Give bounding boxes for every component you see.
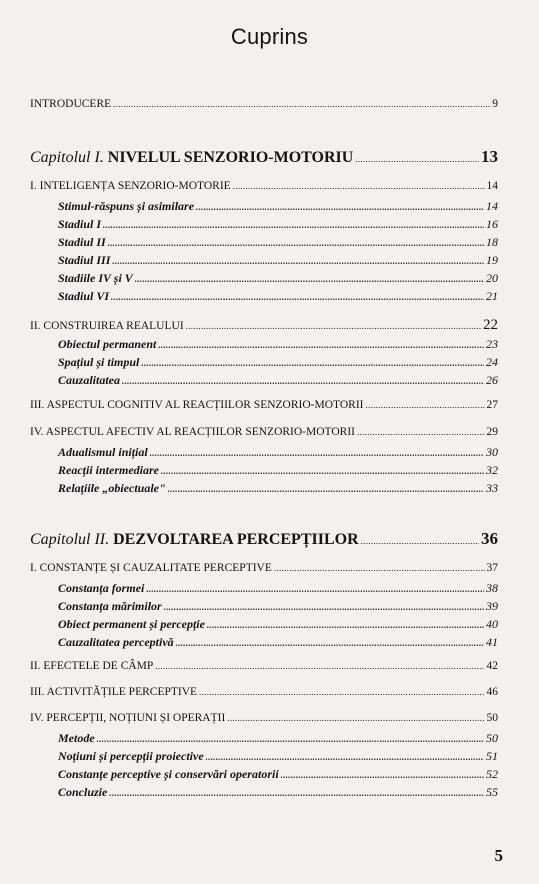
toc-section xyxy=(30,180,498,192)
dot-leader xyxy=(155,661,484,671)
toc-label: Reacții intermediare xyxy=(58,463,159,477)
toc-page: 55 xyxy=(486,785,498,799)
toc-label: Noțiuni și percepții proiective xyxy=(58,749,204,763)
dot-leader xyxy=(108,238,484,248)
chapter-title: NIVELUL SENZORIO-MOTORIU xyxy=(107,149,354,166)
chapter-prefix: Capitolul I. xyxy=(30,149,104,166)
toc-label: Stadiul II xyxy=(58,235,106,249)
toc-page: 9 xyxy=(492,98,498,110)
dot-leader xyxy=(146,584,484,594)
toc-subentry xyxy=(58,785,498,800)
dot-leader xyxy=(227,713,484,723)
toc-subentry xyxy=(58,463,498,478)
toc-label: Obiect permanent și percepție xyxy=(58,617,205,631)
toc-page: 46 xyxy=(486,686,498,698)
toc-subentry xyxy=(58,481,498,496)
dot-leader xyxy=(186,321,481,331)
dot-leader xyxy=(176,638,484,648)
dot-leader xyxy=(355,154,479,164)
dot-leader xyxy=(168,484,484,494)
toc-page: 14 xyxy=(486,199,498,213)
toc-subentry xyxy=(58,445,498,460)
toc-subentry xyxy=(58,635,498,650)
toc-page: 23 xyxy=(486,337,498,351)
toc-page: 18 xyxy=(486,235,498,249)
toc-chapter-2 xyxy=(30,529,498,549)
dot-leader xyxy=(112,256,484,266)
toc-label: Spațiul și timpul xyxy=(58,355,140,369)
toc-label: Constanța mărimilor xyxy=(58,599,162,613)
toc-page: 52 xyxy=(486,767,498,781)
page-title: Cuprins xyxy=(230,24,309,49)
toc-page: 27 xyxy=(486,399,498,411)
toc-page: 29 xyxy=(486,426,498,438)
toc-label: IV. ASPECTUL AFECTIV AL REACȚIILOR SENZORIO-MOTORII xyxy=(30,426,355,438)
dot-leader xyxy=(357,427,485,437)
toc-label: Adualismul inițial xyxy=(58,445,148,459)
chapter-title: DEZVOLTAREA PERCEPȚIILOR xyxy=(113,531,359,548)
toc-page: 20 xyxy=(486,271,498,285)
toc-label: II. EFECTELE DE CÂMP xyxy=(30,660,154,672)
dot-leader xyxy=(109,788,484,798)
toc-label: Stimul-răspuns și asimilare xyxy=(58,199,195,213)
toc-page: 33 xyxy=(486,481,498,495)
toc-subentry xyxy=(58,731,498,746)
toc-page: 32 xyxy=(486,463,498,477)
toc-page: 14 xyxy=(486,180,498,192)
toc-section xyxy=(30,562,498,574)
toc-label: I. CONSTANȚE ȘI CAUZALITATE PERCEPTIVE xyxy=(30,562,272,574)
dot-leader xyxy=(207,620,484,630)
dot-leader xyxy=(274,563,485,573)
dot-leader xyxy=(233,181,485,191)
toc-subentry xyxy=(58,767,498,782)
dot-leader xyxy=(111,292,484,302)
toc-subentry xyxy=(58,217,498,232)
toc-page: 24 xyxy=(486,355,498,369)
toc-label: II. CONSTRUIREA REALULUI xyxy=(30,320,184,332)
dot-leader xyxy=(196,202,484,212)
toc-label: Cauzalitatea perceptivă xyxy=(58,635,174,649)
toc-subentry xyxy=(58,749,498,764)
toc-page: 41 xyxy=(486,635,498,649)
toc-section xyxy=(30,660,498,672)
dot-leader xyxy=(199,687,484,697)
toc-entry-introducere xyxy=(30,98,498,110)
toc-section xyxy=(30,317,498,334)
toc-subentry xyxy=(58,253,498,268)
toc-label: Relațiile „obiectuale" xyxy=(58,481,166,495)
toc-subentry xyxy=(58,289,498,304)
toc-subentry xyxy=(58,271,498,286)
toc-page: 21 xyxy=(486,289,498,303)
toc-label: Constanțe perceptive și conservări operatorii xyxy=(58,767,279,781)
toc-label: Metode xyxy=(58,731,95,745)
toc-label: Constanța formei xyxy=(58,581,145,595)
toc-label: Concluzie xyxy=(58,785,108,799)
toc-subentry xyxy=(58,617,498,632)
toc-page: 37 xyxy=(486,562,498,574)
toc-subentry xyxy=(58,355,498,370)
toc-page: 26 xyxy=(486,373,498,387)
dot-leader xyxy=(164,602,484,612)
toc-label: III. ASPECTUL COGNITIV AL REACȚIILOR SENZORIO-MOTORII xyxy=(30,399,364,411)
dot-leader xyxy=(206,752,484,762)
toc-subentry xyxy=(58,337,498,352)
toc-page: 30 xyxy=(486,445,498,459)
toc-section xyxy=(30,426,498,438)
dot-leader xyxy=(135,274,484,284)
toc-page: 39 xyxy=(486,599,498,613)
dot-leader xyxy=(361,536,479,546)
toc-label: III. ACTIVITĂȚILE PERCEPTIVE xyxy=(30,686,198,698)
dot-leader xyxy=(150,448,484,458)
toc-label: Cauzalitatea xyxy=(58,373,121,387)
toc-page: 50 xyxy=(486,712,498,724)
toc-page: 19 xyxy=(486,253,498,267)
dot-leader xyxy=(161,466,484,476)
dot-leader xyxy=(122,376,484,386)
dot-leader xyxy=(97,734,484,744)
toc-label: INTRODUCERE xyxy=(30,98,112,110)
toc-section xyxy=(30,686,498,698)
toc-subentry xyxy=(58,581,498,596)
toc-page: 13 xyxy=(481,147,498,166)
toc-subentry xyxy=(58,599,498,614)
toc-subentry xyxy=(58,199,498,214)
toc-subentry xyxy=(58,235,498,250)
toc-label: Stadiul VI xyxy=(58,289,110,303)
dot-leader xyxy=(141,358,484,368)
toc-label: Obiectul permanent xyxy=(58,337,157,351)
toc-section xyxy=(30,712,498,724)
dot-leader xyxy=(113,99,490,109)
toc-page: 50 xyxy=(486,731,498,745)
toc-page: 16 xyxy=(486,217,498,231)
dot-leader xyxy=(103,220,484,230)
dot-leader xyxy=(158,340,484,350)
toc-label: Stadiul III xyxy=(58,253,111,267)
toc-page: 42 xyxy=(486,660,498,672)
toc-section xyxy=(30,399,498,411)
toc-page: 40 xyxy=(486,617,498,631)
toc-label: Stadiul I xyxy=(58,217,102,231)
toc-label: IV. PERCEPȚII, NOȚIUNI ȘI OPERAȚII xyxy=(30,712,226,724)
page-number: 5 xyxy=(494,846,503,865)
toc-label: I. INTELIGENȚA SENZORIO-MOTORIE xyxy=(30,180,231,192)
toc-chapter-1 xyxy=(30,147,498,167)
toc-page: 51 xyxy=(486,749,498,763)
toc-page: 38 xyxy=(486,581,498,595)
chapter-prefix: Capitolul II. xyxy=(30,531,110,548)
toc-subentry xyxy=(58,373,498,388)
dot-leader xyxy=(281,770,484,780)
toc-page: 22 xyxy=(483,317,498,333)
toc-page: 36 xyxy=(481,529,498,548)
dot-leader xyxy=(365,400,484,410)
toc-label: Stadiile IV și V xyxy=(58,271,133,285)
